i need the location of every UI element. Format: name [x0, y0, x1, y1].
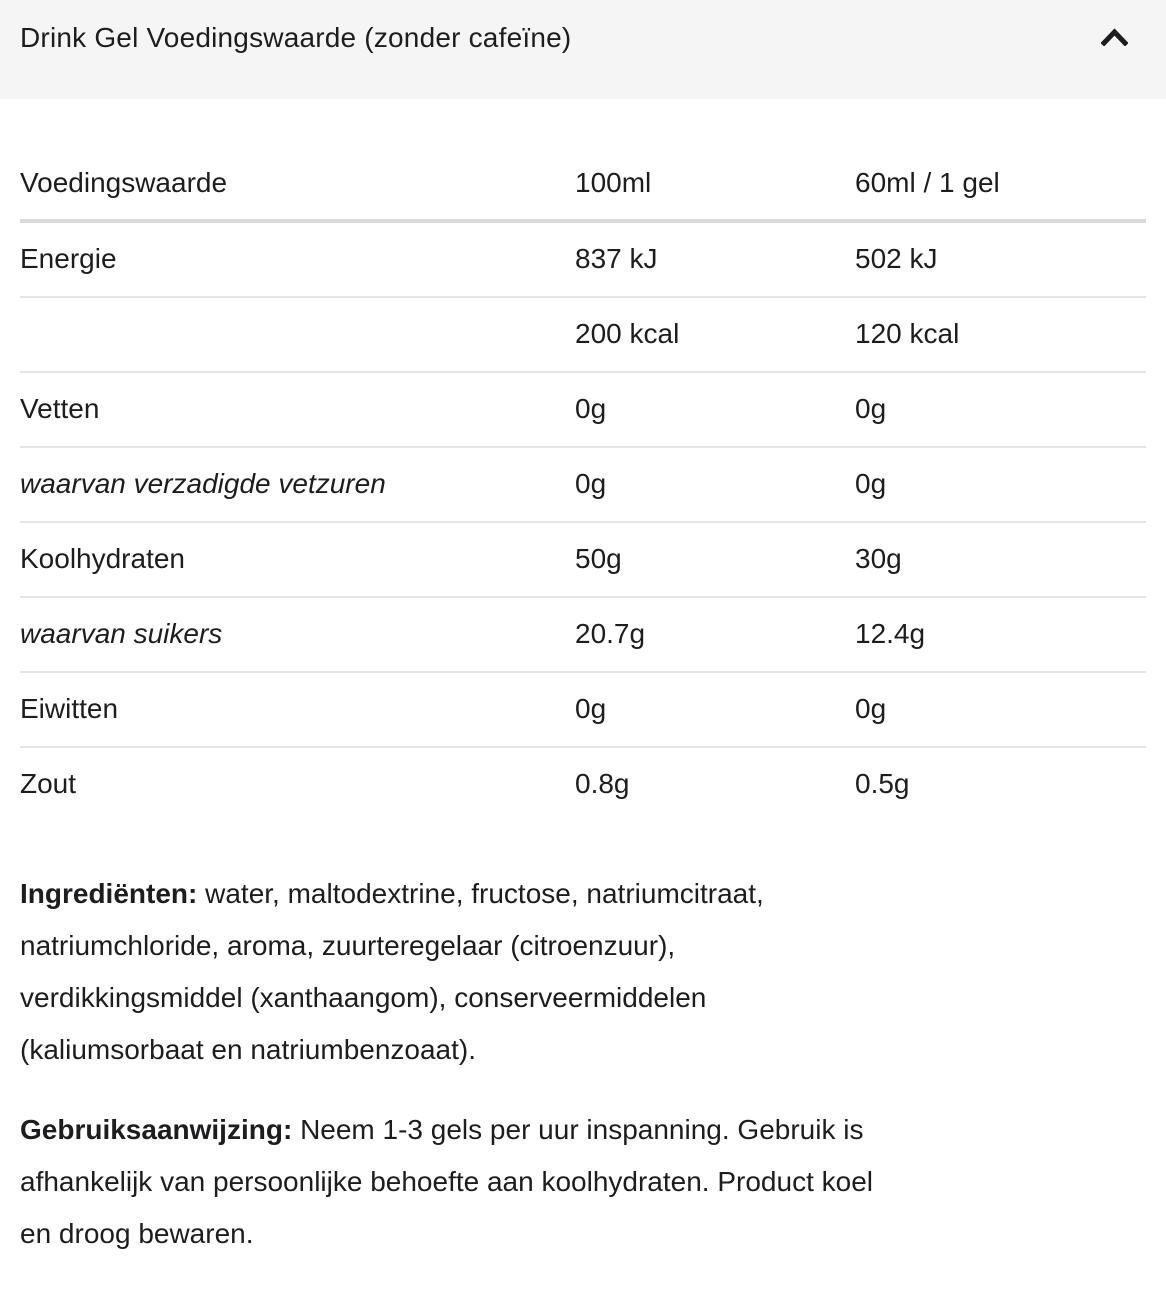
cell-per-100ml: 837 kJ	[575, 221, 855, 297]
cell-nutrient: Zout	[20, 768, 77, 799]
cell-per-gel: 0g	[855, 372, 1146, 447]
cell-nutrient: Energie	[20, 221, 575, 297]
cell-per-100ml: 0g	[575, 672, 855, 747]
cell-per-100ml: 0g	[575, 372, 855, 447]
table-row	[20, 747, 1146, 821]
cell-nutrient: waarvan verzadigde vetzuren	[20, 447, 575, 522]
column-header-100ml: 100ml	[575, 99, 855, 221]
column-header-nutrient: Voedingswaarde	[20, 99, 575, 221]
accordion-content	[0, 99, 1166, 1260]
table-row	[20, 597, 1146, 672]
cell-per-100ml: 0.8g	[575, 768, 630, 799]
cell-per-100ml: 50g	[575, 522, 855, 597]
table-row	[20, 372, 1146, 447]
cell-per-gel: 0g	[855, 672, 1146, 747]
column-header-60ml-gel: 60ml / 1 gel	[855, 99, 1146, 221]
cell-per-gel: 0g	[855, 447, 1146, 522]
usage-text: en droog bewaren.	[20, 1218, 254, 1249]
table-row	[20, 672, 1146, 747]
cell-per-gel: 12.4g	[855, 597, 1146, 672]
ingredients-label: Ingrediënten:	[20, 878, 198, 909]
usage-text: afhankelijk van persoonlijke behoefte aan koolhydraten. Product koel	[20, 1166, 874, 1197]
table-header-row	[20, 99, 1146, 221]
table-row	[20, 522, 1146, 597]
cell-per-gel: 0.5g	[855, 768, 910, 799]
cell-nutrient: Eiwitten	[20, 672, 575, 747]
accordion-header[interactable]	[0, 0, 1166, 99]
cell-per-gel: 502 kJ	[855, 221, 1146, 297]
table-row	[20, 297, 1146, 372]
cell-per-gel: 120 kcal	[855, 297, 1146, 372]
cell-per-100ml: 200 kcal	[575, 297, 855, 372]
ingredients-text: natriumchloride, aroma, zuurteregelaar (citroenzuur),	[20, 930, 676, 961]
usage-label: Gebruiksaanwijzing:	[20, 1114, 293, 1145]
usage-text: Neem 1-3 gels per uur inspanning. Gebruik is	[300, 1114, 864, 1145]
cell-per-gel: 30g	[855, 522, 1146, 597]
cell-nutrient: waarvan suikers	[20, 597, 575, 672]
accordion-title: Drink Gel Voedingswaarde (zonder cafeïne)	[20, 22, 572, 53]
ingredients-text: verdikkingsmiddel (xanthaangom), conserveermiddelen	[20, 982, 707, 1013]
ingredients-paragraph	[20, 868, 1120, 1076]
cell-per-100ml: 0g	[575, 447, 855, 522]
usage-paragraph	[20, 1104, 1120, 1260]
table-row	[20, 447, 1146, 522]
cell-nutrient: Vetten	[20, 372, 575, 447]
ingredients-text: water, maltodextrine, fructose, natriumcitraat,	[205, 878, 764, 909]
chevron-up-icon[interactable]	[1101, 28, 1128, 46]
cell-nutrient: Koolhydraten	[20, 522, 575, 597]
nutrition-table	[20, 99, 1146, 821]
ingredients-text: (kaliumsorbaat en natriumbenzoaat).	[20, 1034, 477, 1065]
table-row	[20, 221, 1146, 297]
cell-nutrient	[20, 297, 575, 372]
cell-per-100ml: 20.7g	[575, 597, 855, 672]
